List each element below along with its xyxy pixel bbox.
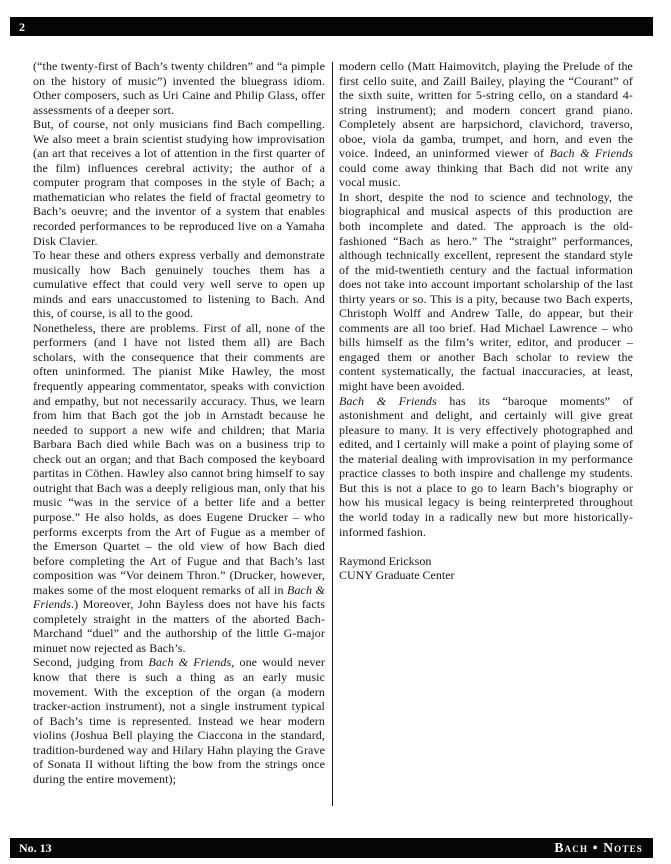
page-header-bar	[10, 17, 653, 36]
paragraph	[33, 117, 325, 248]
page-footer-bar	[10, 838, 653, 858]
body-text: has its “baroque moments” of astonishment and delight, and certainly will give great pleasure to many. It is very effectively photographed and edited, and I certainly will make a point of playing some of the material dealing with improvisation in my performance practice classes to both inspire and challenge my students. But this is not a place to go to learn Bach’s biography or how his musical legacy is being reinterpreted throughout the world today in a radically new but more historically-informed fashion.	[339, 393, 633, 539]
paragraph	[339, 59, 633, 190]
right-column	[339, 59, 633, 806]
paragraph	[33, 655, 325, 786]
italic-title-text: Bach & Friends	[33, 582, 325, 612]
body-text: To hear these and others express verbally and demonstrate musically how Bach genuinely touches them has a cumulative effect that could very well serve to open up minds and ears unaccustomed to listening to Bach. And this, of course, is all to the good.	[33, 248, 325, 321]
left-column	[33, 59, 325, 806]
italic-title-text: Bach & Friends	[549, 146, 633, 161]
body-text: could come away thinking that Bach did not write any vocal music.	[339, 160, 633, 190]
author-name: Raymond Erickson	[339, 553, 432, 568]
body-text: modern cello (Matt Haimovitch, playing the Prelude of the first cello suite, and Zaill Bailey, playing the “Courant” of the sixth suite, written for 5-string cello, on a standard 4-string instrument); and modern concert grand piano. Completely absent are harpsichord, clavichord, traverso, oboe, viola da gamba, trumpet, and horn, and even the voice. Indeed, an uninformed viewer of	[339, 59, 633, 161]
column-divider-rule	[332, 62, 333, 806]
paragraph	[339, 394, 633, 539]
body-text: In short, despite the nod to science and technology, the biographical and musical aspects of this production are both incomplete and dated. The approach is the old-fashioned “Bach as hero.” The “straight” performances, although technically excellent, represent the standard style of the mid-twentieth century and the factual information does not take into account important scholarship of the last thirty years or so. This is a pity, because two Bach experts, Christoph Wolff and Andrew Talle, do appear, but their comments are all too brief. Had Michael Lawrence – who bills himself as the film’s writer, editor, and producer – engaged them or another Bach scholar to review the content systematically, the factual inaccuracies, at least, might have been avoided.	[339, 189, 633, 394]
article-body	[33, 59, 634, 806]
issue-number: No. 13	[19, 841, 52, 855]
paragraph	[339, 190, 633, 394]
body-text: Second, judging from	[33, 655, 149, 670]
body-text: , one would never know that there is such a thing as an early music movement. With the exception of the organ (a modern tracker-action instrument), not a single instrument typical of Bach’s time is represented. Instead we hear modern violins (Joshua Bell playing the Ciaccona in the standard, tradition-burdened way and Hilary Hahn playing the Grave of Sonata II without lifting the bow from the strings once during the entire movement);	[33, 655, 325, 786]
italic-title-text: Bach & Friends	[339, 393, 437, 408]
paragraph	[33, 321, 325, 656]
body-text: (“the twenty-first of Bach’s twenty children” and “a pimple on the history of music”) invented the bluegrass idiom. Other composers, such as Uri Caine and Philip Glass, offer assessments of a deeper sort.	[33, 59, 325, 117]
journal-title: Bach • Notes	[554, 840, 643, 856]
italic-title-text: Bach & Friends	[148, 655, 232, 670]
paragraph	[33, 59, 325, 117]
author-affiliation: CUNY Graduate Center	[339, 568, 455, 583]
author-signature	[339, 554, 633, 583]
body-text: But, of course, not only musicians find Bach compelling. We also meet a brain scientist studying how improvisation (an art that receives a lot of attention in the first quarter of the film) influences cerebral activity; the author of a computer program that composes in the style of Bach; a mathematician who relates the field of fractal geometry to Bach’s oeuvre; and the inventor of a system that enables recorded performances to be reproduced live on a Yamaha Disk Clavier.	[33, 117, 325, 248]
page-number: 2	[19, 19, 25, 34]
body-text: .) Moreover, John Bayless does not have his facts completely straight in the matters of the aborted Bach-Marchand “duel” and the authorship of the little G-major minuet now rejected as Bach’s.	[33, 597, 325, 655]
body-text: Nonetheless, there are problems. First of all, none of the performers (and I have not listed them all) are Bach scholars, with the consequence that their comments are often uninformed. The pianist Mike Hawley, the most frequently appearing commentator, speaks with conviction and empathy, but not necessarily accuracy. Thus, we learn from him that Bach got the job in Arnstadt because he needed to support a new wife and children; that Maria Barbara Bach died while Bach was on a business trip to check out an organ; and that Bach composed the keyboard partitas in Cöthen. Hawley also cannot bring himself to say outright that Bach was a deeply religious man, only that his music “was in the service of a better life and a better purpose.” He also holds, as does Eugene Drucker – who performs excerpts from the Art of Fugue as a member of the Emerson Quartet – the old view of how Bach died before completing the Art of Fugue and that Bach’s last composition was “Vor deinem Thron.” (Drucker, however, makes some of the most eloquent remarks of all in	[33, 320, 325, 597]
paragraph	[33, 248, 325, 321]
